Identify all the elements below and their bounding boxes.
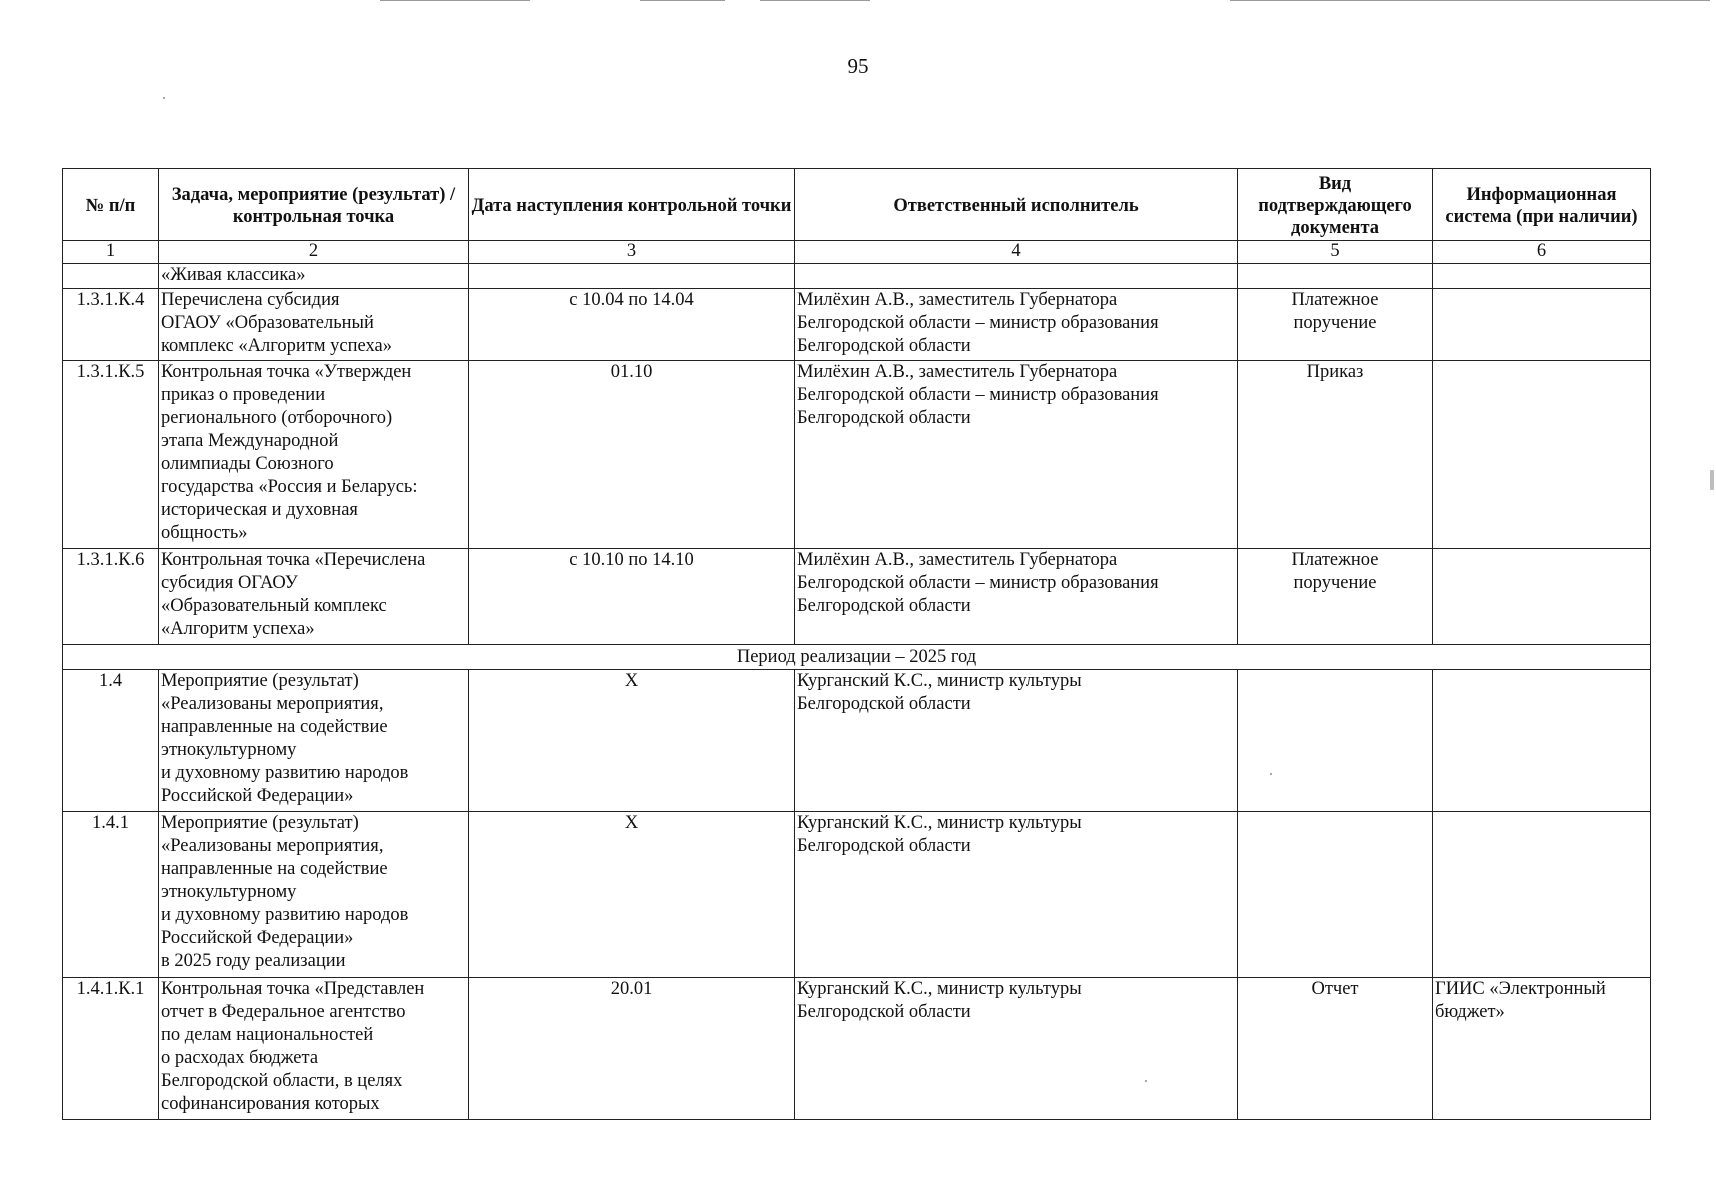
row-info-system [1433,670,1651,812]
column-number: 4 [795,241,1238,264]
row-info-system: ГИИС «Электронный бюджет» [1433,978,1651,1120]
row-date: с 10.04 по 14.04 [469,289,795,361]
table-row [63,812,1651,978]
column-number-row [63,241,1651,264]
row-task: Контрольная точка «Перечислена субсидия ОГАОУ «Образовательный комплекс «Алгоритм успеха» [159,549,469,645]
row-date: Х [469,670,795,812]
row-num: 1.3.1.К.4 [63,289,159,361]
row-doc-type: Отчет [1238,978,1433,1120]
header-info-system: Информационная система (при наличии) [1433,169,1651,241]
row-num: 1.4.1.К.1 [63,978,159,1120]
row-task: Контрольная точка «Представлен отчет в Федеральное агентство по делам национальностей о расходах бюджета Белгородской области, в целях софинансирования которых [159,978,469,1120]
row-info-system [1433,289,1651,361]
row-num: 1.4 [63,670,159,812]
scan-edge-line [640,0,725,1]
row-date: 01.10 [469,361,795,549]
row-executor: Курганский К.С., министр культуры Белгородской области [795,978,1238,1120]
row-doc-type [1238,812,1433,978]
header-num: № п/п [63,169,159,241]
row-info-system [1433,812,1651,978]
row-executor: Курганский К.С., министр культуры Белгородской области [795,812,1238,978]
row-task: Мероприятие (результат) «Реализованы мероприятия, направленные на содействие этнокультурному и духовному развитию народов Российской Федерации» в 2025 году реализации [159,812,469,978]
column-number: 2 [159,241,469,264]
table-row [63,670,1651,812]
scan-speck [1710,470,1714,490]
period-row [63,645,1651,670]
scan-edge-line [760,0,870,1]
row-executor: Милёхин А.В., заместитель Губернатора Белгородской области – министр образования Белгородской области [795,361,1238,549]
row-date [469,264,795,289]
row-num [63,264,159,289]
row-info-system [1433,264,1651,289]
row-task: Перечислена субсидия ОГАОУ «Образовательный комплекс «Алгоритм успеха» [159,289,469,361]
header-task: Задача, мероприятие (результат) / контрольная точка [159,169,469,241]
table-row [63,264,1651,289]
table-row [63,978,1651,1120]
row-date: с 10.10 по 14.10 [469,549,795,645]
row-info-system [1433,361,1651,549]
row-executor [795,264,1238,289]
scan-edge-line [1230,0,1710,1]
column-number: 3 [469,241,795,264]
row-num: 1.3.1.К.6 [63,549,159,645]
header-executor: Ответственный исполнитель [795,169,1238,241]
header-doc-type: Вид подтверждающего документа [1238,169,1433,241]
row-executor: Милёхин А.В., заместитель Губернатора Белгородской области – министр образования Белгородской области [795,549,1238,645]
table-row [63,289,1651,361]
table-row [63,549,1651,645]
row-num: 1.4.1 [63,812,159,978]
row-task: «Живая классика» [159,264,469,289]
row-task: Мероприятие (результат) «Реализованы мероприятия, направленные на содействие этнокультурному и духовному развитию народов Российской Федерации» [159,670,469,812]
column-number: 6 [1433,241,1651,264]
period-label: Период реализации – 2025 год [63,645,1651,670]
scan-edge-line [380,0,530,1]
row-task: Контрольная точка «Утвержден приказ о проведении регионального (отборочного) этапа Международной олимпиады Союзного государства «Россия и Беларусь: историческая и духовная общность» [159,361,469,549]
scan-speck [163,97,165,99]
column-number: 5 [1238,241,1433,264]
row-doc-type [1238,670,1433,812]
row-date: Х [469,812,795,978]
row-doc-type: Платежное поручение [1238,289,1433,361]
row-doc-type [1238,264,1433,289]
row-doc-type: Приказ [1238,361,1433,549]
header-row [63,169,1651,241]
page-number: 95 [847,54,869,78]
row-executor: Курганский К.С., министр культуры Белгородской области [795,670,1238,812]
control-points-table [62,168,1651,1120]
row-num: 1.3.1.К.5 [63,361,159,549]
row-info-system [1433,549,1651,645]
header-date: Дата наступления контрольной точки [469,169,795,241]
row-doc-type: Платежное поручение [1238,549,1433,645]
table-row [63,361,1651,549]
row-executor: Милёхин А.В., заместитель Губернатора Белгородской области – министр образования Белгородской области [795,289,1238,361]
row-date: 20.01 [469,978,795,1120]
column-number: 1 [63,241,159,264]
